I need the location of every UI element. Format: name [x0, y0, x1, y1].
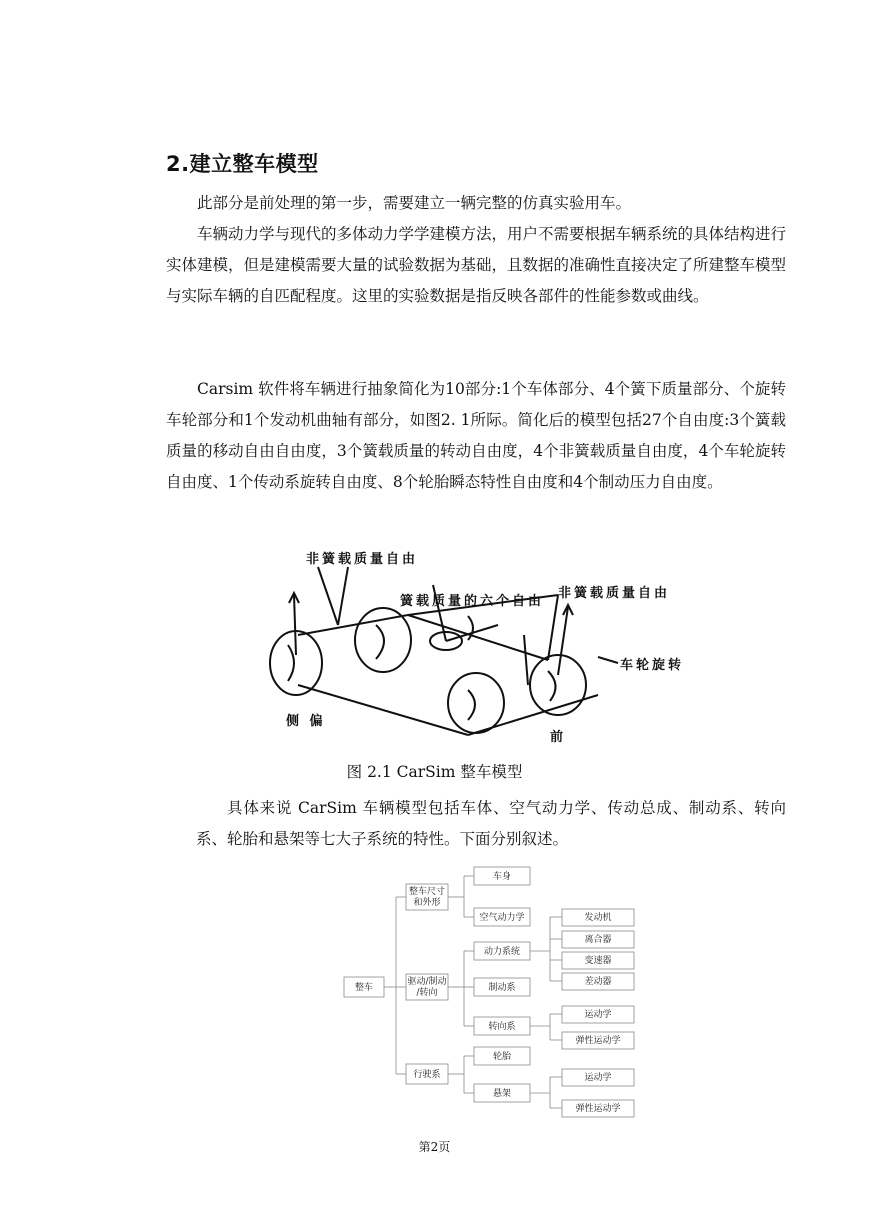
page-number: 第2页: [418, 1140, 451, 1154]
leaf-engine-label: 发动机: [584, 913, 612, 923]
leaf-clutch-label: 离合器: [584, 935, 612, 945]
paragraph-subsystems: 具体来说 CarSim 车辆模型包括车体、空气动力学、传动总成、制动系、转向系、轮胎和悬架等七大子系统的特性。下面分别叙述。: [196, 799, 786, 848]
paragraph-intro: 此部分是前处理的第一步，需要建立一辆完整的仿真实验用车。: [197, 194, 632, 212]
group-dimensions-line1: 整车尺寸: [408, 887, 446, 897]
node-suspension-label: 悬架: [492, 1089, 512, 1099]
node-power-label: 动力系统: [483, 947, 521, 957]
label-front: 前: [550, 730, 567, 745]
group-drive-line1: 驱动/制动: [407, 977, 447, 987]
leaf-susp-kinematics-label: 运动学: [584, 1073, 612, 1083]
leaf-differential-label: 差动器: [584, 977, 612, 987]
wheel-front-left: [448, 673, 504, 733]
paragraph-modeling: 车辆动力学与现代的多体动力学学建模方法，用户不需要根据车辆系统的具体结构进行实体建模，但是建模需要大量的试验数据为基础，且数据的准确性直接决定了所建整车模型与实际车辆的自匹配程度。这里的实验数据是指反映各部件的性能参数或曲线。: [166, 225, 787, 305]
dof-arrows: [289, 567, 618, 685]
leaf-steer-kinematics-label: 运动学: [584, 1010, 612, 1020]
label-side-slip: 侧 偏: [286, 714, 326, 729]
node-body-label: 车身: [492, 872, 512, 882]
leaf-gearbox-label: 变速器: [584, 956, 612, 966]
wheel-rear-right: [355, 608, 411, 672]
label-wheel-rotation: 车轮旋转: [620, 658, 685, 673]
label-unsprung-left: 非簧载质量自由: [306, 552, 419, 567]
group-drive-line2: /转向: [416, 988, 438, 998]
figure-caption: 图 2.1 CarSim 整车模型: [346, 763, 523, 781]
section-title: 2.建立整车模型: [166, 152, 319, 176]
node-brake-label: 制动系: [488, 983, 516, 993]
group-running-gear-label: 行驶系: [413, 1070, 441, 1080]
subsystem-tree-diagram: [336, 862, 646, 1124]
node-tire-label: 轮胎: [492, 1052, 512, 1062]
leaf-susp-elastic-label: 弹性运动学: [575, 1104, 621, 1114]
carsim-vehicle-model-figure: [258, 545, 698, 755]
paragraph-carsim: Carsim 软件将车辆进行抽象简化为10部分:1个车体部分、4个簧下质量部分、个旋转车轮部分和1个发动机曲轴有部分，如图2. 1所际。简化后的模型包括27个自由度:3个簧载质量的移动自由自由度，3个簧载质量的转动自由度，4个非簧载质量自由度，4个车轮旋转自由度、1个传动系旋转自由度、8个轮胎瞬态特性自由度和4个制动压力自由度。: [166, 380, 786, 491]
node-steer-label: 转向系: [488, 1022, 516, 1032]
node-aero-label: 空气动力学: [479, 913, 525, 923]
wheel-front-right: [530, 655, 586, 715]
group-dimensions-line2: 和外形: [413, 898, 441, 908]
label-sprung-six: 簧载质量的六个自由: [400, 594, 545, 609]
label-unsprung-right: 非簧载质量自由: [558, 586, 671, 601]
leaf-steer-elastic-label: 弹性运动学: [575, 1036, 621, 1046]
node-vehicle-label: 整车: [354, 983, 374, 993]
